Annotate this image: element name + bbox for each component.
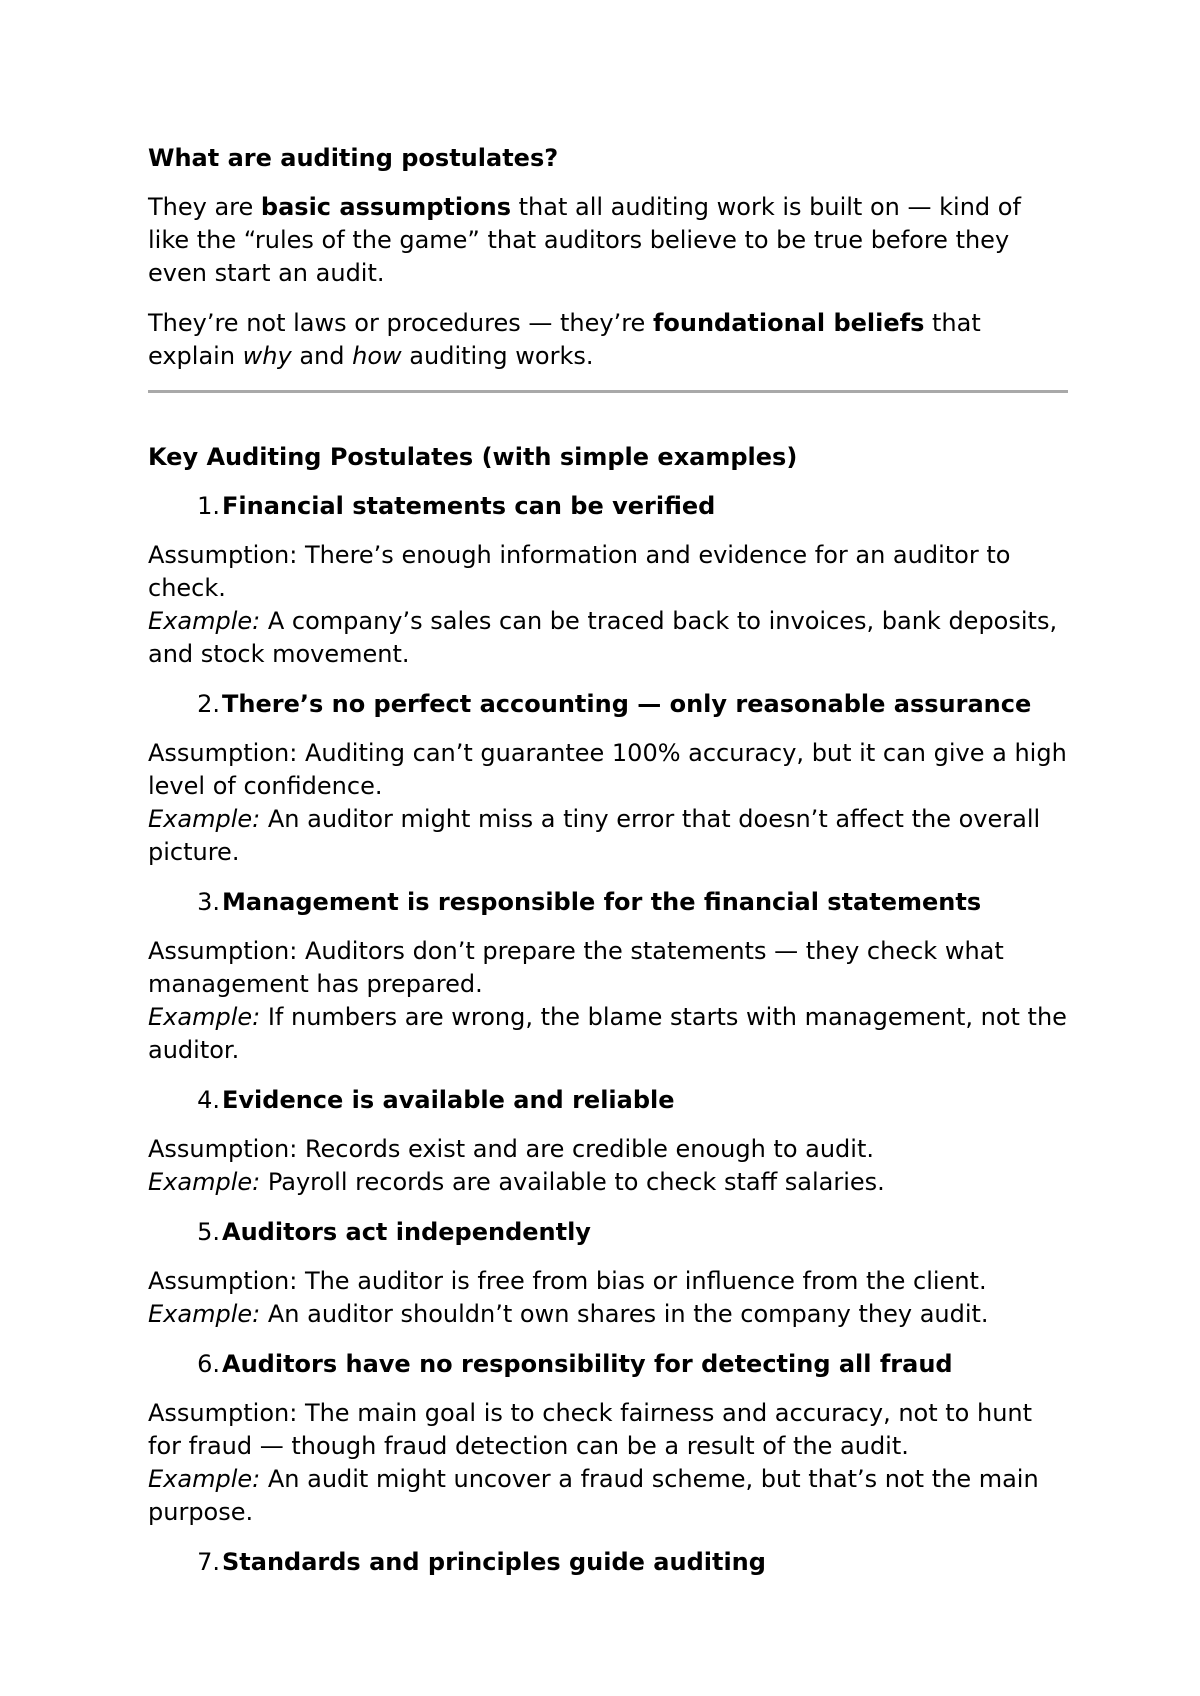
intro-paragraph-2: They’re not laws or procedures — they’re foundational beliefs that explain why and how auditing works. [148, 309, 981, 370]
list-item-title: 6.Auditors have no responsibility for detecting all fraud [197, 1350, 953, 1378]
list-item-body: Assumption: The main goal is to check fairness and accuracy, not to hunt for fraud — though fraud detection can be a result of the audit. Example: An audit might uncover a fraud scheme, but that’s not the main purpose. [148, 1399, 1039, 1526]
document-page [148, 142, 1068, 1595]
list-item-body: Assumption: There’s enough information and evidence for an auditor to check. Example: A company’s sales can be traced back to invoices, bank deposits, and stock movement. [148, 541, 1058, 668]
horizontal-divider [148, 390, 1068, 393]
example-label: Example: [148, 1168, 261, 1196]
list-item-title: 5.Auditors act independently [197, 1218, 591, 1246]
list-item-title: 1.Financial statements can be verified [197, 492, 716, 520]
basic-assumptions-emphasis: basic assumptions [260, 193, 511, 221]
section-title: Key Auditing Postulates (with simple examples) [148, 443, 798, 471]
list-item-body: Assumption: Auditors don’t prepare the statements — they check what management has prepared. Example: If numbers are wrong, the blame starts with management, not the auditor. [148, 937, 1067, 1064]
example-label: Example: [148, 607, 261, 635]
list-item-title: 7.Standards and principles guide auditing [197, 1548, 766, 1576]
question-heading: What are auditing postulates? [148, 144, 559, 172]
example-label: Example: [148, 805, 261, 833]
list-item-body: Assumption: The auditor is free from bias or influence from the client. Example: An auditor shouldn’t own shares in the company they audit. [148, 1267, 989, 1328]
example-label: Example: [148, 1465, 261, 1493]
example-label: Example: [148, 1003, 261, 1031]
foundational-beliefs-emphasis: foundational beliefs [652, 309, 925, 337]
list-item-title: 3.Management is responsible for the financial statements [197, 888, 982, 916]
intro-paragraph-1: They are basic assumptions that all auditing work is built on — kind of like the “rules of the game” that auditors believe to be true before they even start an audit. [148, 193, 1021, 287]
list-item-title: 2.There’s no perfect accounting — only reasonable assurance [197, 690, 1032, 718]
example-label: Example: [148, 1300, 261, 1328]
list-item-body: Assumption: Records exist and are credible enough to audit. Example: Payroll records are available to check staff salaries. [148, 1135, 885, 1196]
list-item-title: 4.Evidence is available and reliable [197, 1086, 675, 1114]
list-item-body: Assumption: Auditing can’t guarantee 100% accuracy, but it can give a high level of confidence. Example: An auditor might miss a tiny error that doesn’t affect the overall picture. [148, 739, 1067, 866]
